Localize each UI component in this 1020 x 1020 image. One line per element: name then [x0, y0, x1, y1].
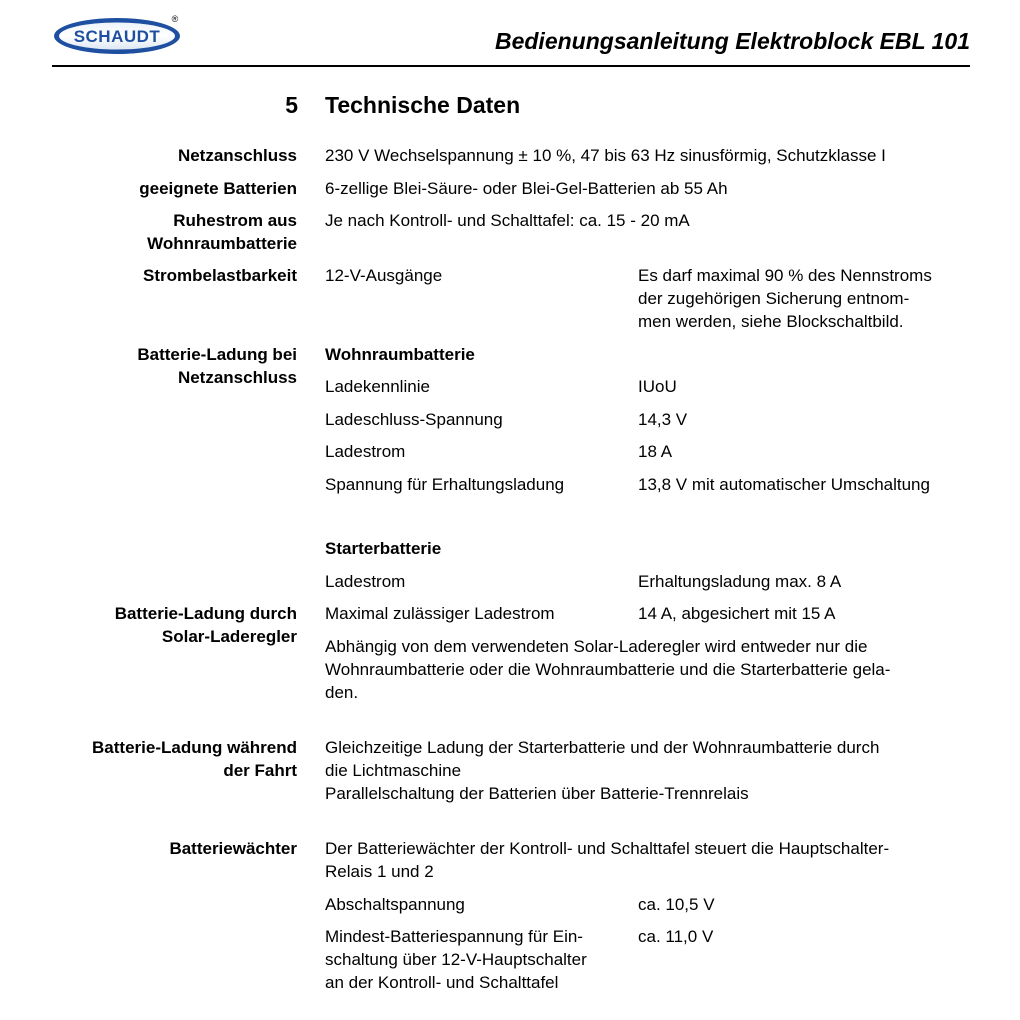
key-ladestrom-starter: Ladestrom [325, 572, 406, 591]
label-strombelastbarkeit: Strombelastbarkeit [143, 266, 297, 285]
value-ladeschluss-spannung: 14,3 V [638, 410, 688, 429]
value-ladekennlinie: IUoU [638, 377, 677, 396]
value-ruhestrom: Je nach Kontroll- und Schalttafel: ca. 15 - 20 mA [325, 211, 690, 230]
label-ladung-solar-line2: Solar-Laderegler [161, 627, 297, 646]
label-netzanschluss: Netzanschluss [177, 146, 297, 165]
key-ladestrom-wohnraum: Ladestrom [325, 442, 406, 461]
key-abschaltspannung: Abschaltspannung [325, 895, 465, 914]
key-12v-ausgaenge: 12-V-Ausgänge [325, 266, 443, 285]
key-erhaltungsladung: Spannung für Erhaltungsladung [325, 475, 565, 494]
schaudt-logo [52, 13, 184, 57]
text-solar-line1: Abhängig von dem verwendeten Solar-Laderegler wird entweder nur die [325, 637, 868, 656]
key-mindest-line2: schaltung über 12-V-Hauptschalter [325, 950, 587, 969]
key-mindest-line1: Mindest-Batteriespannung für Ein- [325, 927, 583, 946]
value-strombelastbarkeit-line3: men werden, siehe Blockschaltbild. [638, 312, 904, 331]
text-fahrt-line1: Gleichzeitige Ladung der Starterbatterie und der Wohnraumbatterie durch [325, 738, 880, 757]
value-ladestrom-starter: Erhaltungsladung max. 8 A [638, 572, 842, 591]
value-max-ladestrom: 14 A, abgesichert mit 15 A [638, 604, 836, 623]
text-waechter-line2: Relais 1 und 2 [325, 862, 434, 881]
value-netzanschluss: 230 V Wechselspannung ± 10 %, 47 bis 63 Hz sinusförmig, Schutzklasse I [325, 146, 886, 165]
section-title: Technische Daten [325, 92, 521, 118]
label-ladung-netz-line1: Batterie-Ladung bei [137, 345, 297, 364]
section-number: 5 [285, 92, 298, 118]
key-ladekennlinie: Ladekennlinie [325, 377, 430, 396]
label-ladung-fahrt-line1: Batterie-Ladung während [92, 738, 297, 757]
value-erhaltungsladung: 13,8 V mit automatischer Umschaltung [638, 475, 930, 494]
value-ladestrom-wohnraum: 18 A [638, 442, 673, 461]
registered-mark: ® [171, 14, 179, 24]
text-waechter-line1: Der Batteriewächter der Kontroll- und Schalttafel steuert die Hauptschalter- [325, 839, 890, 858]
key-ladeschluss-spannung: Ladeschluss-Spannung [325, 410, 503, 429]
label-ruhestrom-line2: Wohnraumbatterie [147, 234, 297, 253]
value-strombelastbarkeit-line1: Es darf maximal 90 % des Nennstroms [638, 266, 932, 285]
heading-wohnraumbatterie: Wohnraumbatterie [325, 345, 475, 364]
label-ruhestrom-line1: Ruhestrom aus [173, 211, 297, 230]
label-batteriewaechter: Batteriewächter [169, 839, 297, 858]
label-ladung-fahrt-line2: der Fahrt [223, 761, 297, 780]
text-solar-line2: Wohnraumbatterie oder die Wohnraumbatterie und die Starterbatterie gela- [325, 660, 891, 679]
text-solar-line3: den. [325, 683, 359, 702]
label-ladung-solar-line1: Batterie-Ladung durch [114, 604, 297, 623]
heading-starterbatterie: Starterbatterie [325, 539, 442, 558]
document-title: Bedienungsanleitung Elektroblock EBL 101 [494, 28, 970, 54]
key-mindest-line3: an der Kontroll- und Schalttafel [325, 973, 559, 992]
label-ladung-netz-line2: Netzanschluss [177, 368, 297, 387]
key-max-ladestrom: Maximal zulässiger Ladestrom [325, 604, 555, 623]
text-fahrt-line2: die Lichtmaschine [325, 761, 462, 780]
header-rule [52, 65, 970, 67]
logo-text: SCHAUDT [73, 27, 161, 46]
value-abschaltspannung: ca. 10,5 V [638, 895, 715, 914]
text-fahrt-line3: Parallelschaltung der Batterien über Batterie-Trennrelais [325, 784, 749, 803]
value-strombelastbarkeit-line2: der zugehörigen Sicherung entnom- [638, 289, 910, 308]
value-mindest: ca. 11,0 V [638, 927, 714, 946]
value-batterien: 6-zellige Blei-Säure- oder Blei-Gel-Batterien ab 55 Ah [325, 179, 728, 198]
label-batterien: geeignete Batterien [139, 179, 297, 198]
